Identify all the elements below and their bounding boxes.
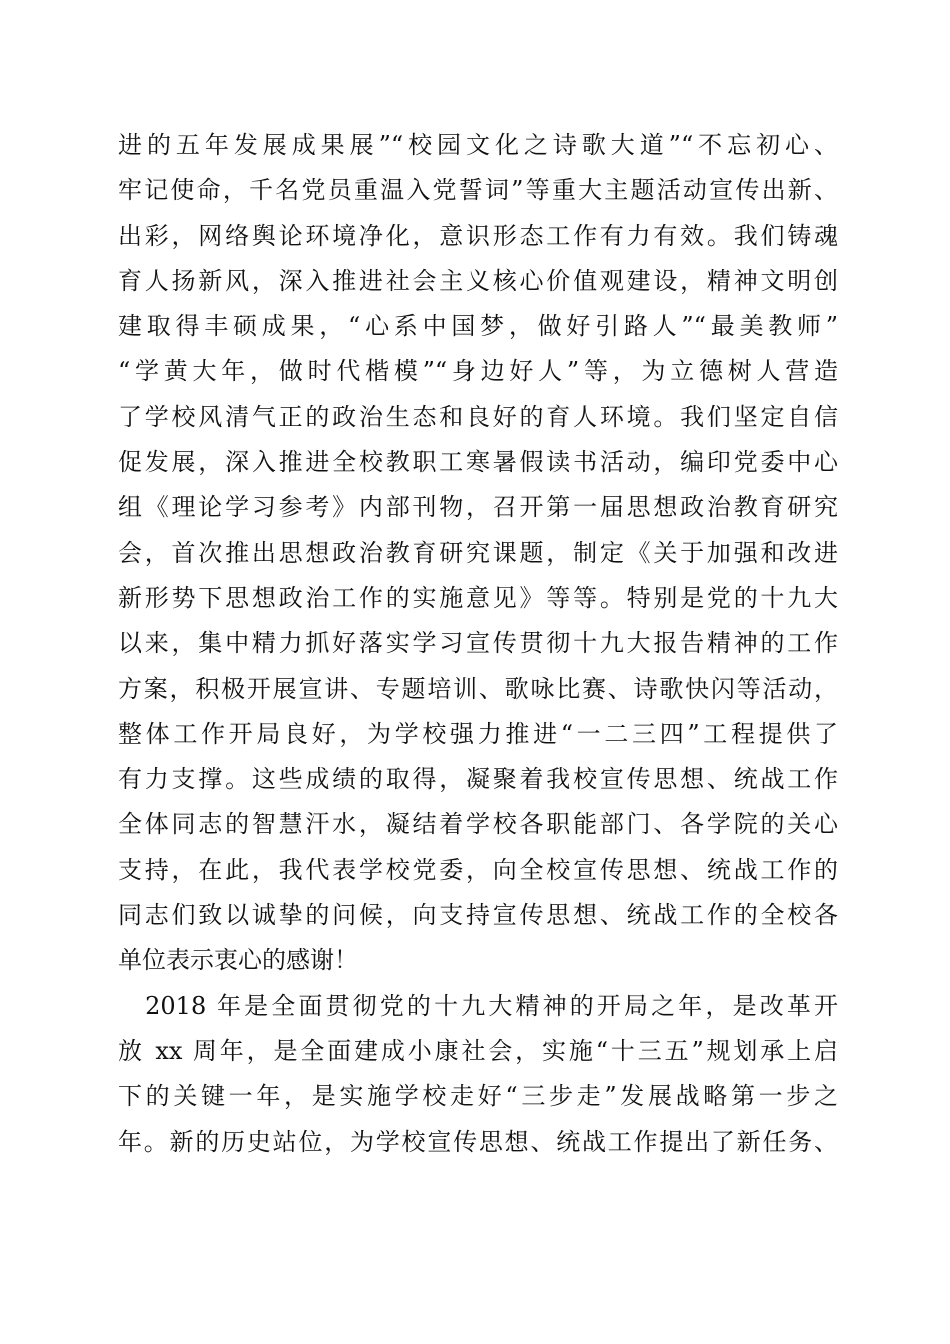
text-line: 建取得丰硕成果，“心系中国梦，做好引路人”“最美教师” <box>118 312 838 341</box>
text-line: 出彩，网络舆论环境净化，意识形态工作有力有效。我们铸魂 <box>118 221 838 250</box>
text-line: 方案，积极开展宣讲、专题培训、歌咏比赛、诗歌快闪等活动， <box>118 674 838 703</box>
text-line: 会，首次推出思想政治教育研究课题，制定《关于加强和改进 <box>118 538 838 567</box>
text-line: 下的关键一年，是实施学校走好“三步走”发展战略第一步之 <box>118 1082 838 1111</box>
text-line: 促发展，深入推进全校教职工寒暑假读书活动，编印党委中心 <box>118 448 838 477</box>
text-line: 有力支撑。这些成绩的取得，凝聚着我校宣传思想、统战工作 <box>118 765 838 794</box>
text-line: 全体同志的智慧汗水，凝结着学校各职能部门、各学院的关心 <box>118 810 838 839</box>
text-line: 同志们致以诚挚的问候，向支持宣传思想、统战工作的全校各 <box>118 901 838 930</box>
text-line: 年。新的历史站位，为学校宣传思想、统战工作提出了新任务、 <box>118 1127 838 1156</box>
text-line: 牢记使命，千名党员重温入党誓词”等重大主题活动宣传出新、 <box>118 176 838 205</box>
text-line: 育人扬新风，深入推进社会主义核心价值观建设，精神文明创 <box>118 266 838 295</box>
text-line: 进的五年发展成果展”“校园文化之诗歌大道”“不忘初心、 <box>118 131 838 159</box>
text-line: 以来，集中精力抓好落实学习宣传贯彻十九大报告精神的工作 <box>118 629 838 658</box>
text-line: 了学校风清气正的政治生态和良好的育人环境。我们坚定自信 <box>118 402 838 431</box>
paragraph-first-line: 2018 年是全面贯彻党的十九大精神的开局之年，是改革开 <box>118 991 838 1020</box>
body-text <box>118 123 838 1165</box>
text-line: “学黄大年，做时代楷模”“身边好人”等，为立德树人营造 <box>118 357 838 386</box>
text-line: 新形势下思想政治工作的实施意见》等等。特别是党的十九大 <box>118 583 838 612</box>
text-line: 组《理论学习参考》内部刊物，召开第一届思想政治教育研究 <box>118 493 838 522</box>
text-line: 整体工作开局良好，为学校强力推进“一二三四”工程提供了 <box>118 719 838 748</box>
text-line: 支持，在此，我代表学校党委，向全校宣传思想、统战工作的 <box>118 855 838 884</box>
text-line: 放 xx 周年，是全面建成小康社会，实施“十三五”规划承上启 <box>118 1036 838 1065</box>
paragraph-end-line: 单位表示衷心的感谢！ <box>118 946 358 975</box>
